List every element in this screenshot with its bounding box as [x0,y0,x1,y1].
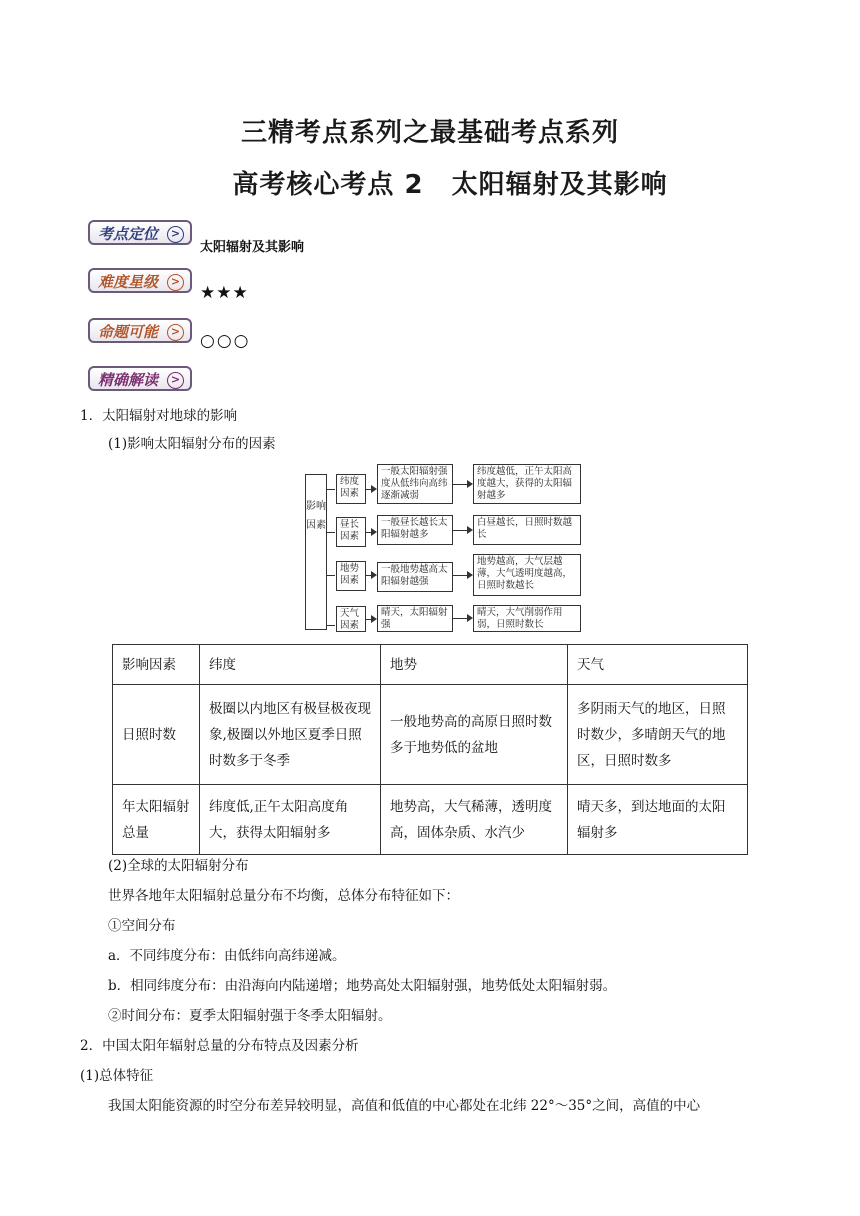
table-header-cell: 天气 [568,645,748,685]
diagram-factor-terrain: 地势因素 [336,561,366,591]
subheading-global: (2)全球的太阳辐射分布 [108,858,249,874]
badge-interpretation [88,366,192,391]
diagram-right-terrain: 地势越高，大气层越薄，大气透明度越高，日照时数越长 [473,554,581,596]
section-heading-1: 1．太阳辐射对地球的影响 [80,408,238,424]
topic-title: 太阳辐射及其影响 [451,170,668,200]
subheading-overall: (1)总体特征 [80,1068,154,1084]
paragraph: ②时间分布：夏季太阳辐射强于冬季太阳辐射。 [108,1008,392,1024]
table-cell: 纬度低,正午太阳高度角大，获得太阳辐射多 [200,785,381,855]
arrow-circle-icon: > [167,372,184,389]
badge-kaodian [88,220,192,245]
diagram-mid-latitude: 一般太阳辐射强度从低纬向高纬逐渐减弱 [377,464,453,504]
table-row [113,685,748,785]
diagram-root: 影响因素 [305,474,327,630]
table-header-cell: 纬度 [200,645,381,685]
arrow-circle-icon: > [167,226,184,243]
section-heading-2: 2．中国太阳年辐射总量的分布特点及因素分析 [80,1038,359,1054]
table-cell: 极圈以内地区有极昼极夜现象,极圈以外地区夏季日照时数多于冬季 [200,685,381,785]
series-title: 三精考点系列之最基础考点系列 [240,118,619,148]
diagram-factor-daylength: 昼长因素 [336,517,366,547]
table-cell: 晴天多，到达地面的太阳辐射多 [568,785,748,855]
diagram-mid-weather: 晴天，太阳辐射强 [377,605,453,632]
table-cell: 年太阳辐射总量 [113,785,200,855]
diagram-factor-latitude: 纬度因素 [336,474,366,504]
badge-label: 考点定位 [98,225,159,243]
diagram-right-latitude: 纬度越低，正午太阳高度越大，获得的太阳辐射越多 [473,464,581,504]
page-title [20,164,860,201]
likelihood-circles: ○○○ [200,331,251,351]
badge-label: 精确解读 [98,371,159,389]
table-cell: 地势高，大气稀薄，透明度高，固体杂质、水汽少 [381,785,568,855]
table-cell: 多阴雨天气的地区，日照时数少，多晴朗天气的地区，日照时数多 [568,685,748,785]
diagram-right-daylength: 白昼越长，日照时数越长 [473,515,581,545]
subheading-factors: (1)影响太阳辐射分布的因素 [108,436,276,452]
badge-likelihood [88,318,192,343]
badge-difficulty [88,268,192,293]
badge-value-topic: 太阳辐射及其影响 [200,240,305,255]
table-row [113,785,748,855]
diagram-mid-terrain: 一般地势越高太阳辐射越强 [377,562,453,592]
factors-table [112,644,748,855]
table-cell: 日照时数 [113,685,200,785]
difficulty-stars: ★★★ [200,283,249,303]
core-point-label: 高考核心考点 2 [232,170,424,200]
table-header-cell: 地势 [381,645,568,685]
paragraph: a．不同纬度分布：由低纬向高纬递减。 [108,948,346,964]
table-cell: 一般地势高的高原日照时数多于地势低的盆地 [381,685,568,785]
badge-label: 难度星级 [98,273,159,291]
paragraph: b．相同纬度分布：由沿海向内陆递增；地势高处太阳辐射强，地势低处太阳辐射弱。 [108,978,617,994]
diagram-right-weather: 晴天，大气削弱作用弱，日照时数长 [473,605,581,632]
paragraph: 世界各地年太阳辐射总量分布不均衡，总体分布特征如下： [108,888,459,904]
table-header-cell: 影响因素 [113,645,200,685]
factors-diagram [305,462,585,634]
badge-label: 命题可能 [98,323,159,341]
diagram-mid-daylength: 一般昼长越长太阳辐射越多 [377,515,453,545]
paragraph: 我国太阳能资源的时空分布差异较明显，高值和低值的中心都处在北纬 22°～35°之间，高值的中心 [108,1098,701,1114]
arrow-circle-icon: > [167,274,184,291]
table-header-row [113,645,748,685]
arrow-circle-icon: > [167,324,184,341]
paragraph: ①空间分布 [108,918,176,934]
diagram-factor-weather: 天气因素 [336,606,366,632]
